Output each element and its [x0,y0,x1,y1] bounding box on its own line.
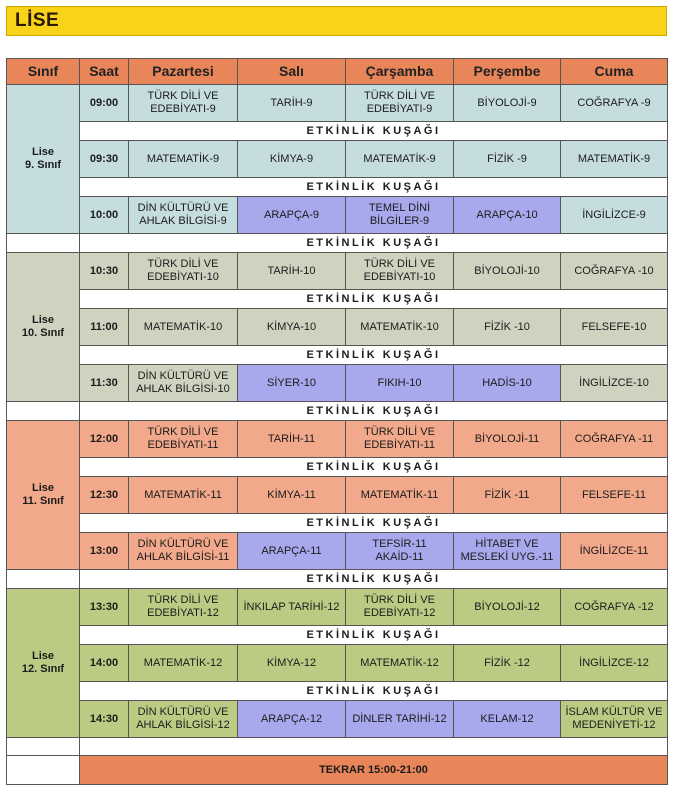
activity-break-label: ETKİNLİK KUŞAĞI [80,122,668,141]
lesson-cell: İSLAM KÜLTÜR VE MEDENİYETİ-12 [561,701,668,738]
time-cell: 10:30 [80,253,129,290]
lesson-cell: MATEMATİK-9 [346,141,454,178]
header-row [7,59,668,85]
lesson-cell: TÜRK DİLİ VE EDEBİYATI-12 [129,589,238,626]
lesson-cell: İNKILAP TARİHİ-12 [238,589,346,626]
activity-break-row [7,402,668,421]
lesson-cell: BİYOLOJİ-12 [454,589,561,626]
lesson-cell: FELSEFE-11 [561,477,668,514]
lesson-cell: COĞRAFYA -12 [561,589,668,626]
lesson-cell: İNGİLİZCE-12 [561,645,668,682]
activity-break-label: ETKİNLİK KUŞAĞI [80,514,668,533]
activity-break-row [7,458,668,477]
lesson-cell: TARİH-11 [238,421,346,458]
empty-cell [7,402,80,421]
schedule-row [7,421,668,458]
schedule-row [7,701,668,738]
lesson-cell: MATEMATİK-12 [346,645,454,682]
time-cell: 14:00 [80,645,129,682]
lesson-cell: FİZİK -10 [454,309,561,346]
schedule-row [7,197,668,234]
lesson-cell: HİTABET VE MESLEKİ UYG.-11 [454,533,561,570]
schedule-row [7,477,668,514]
lesson-cell: TEMEL DİNİ BİLGİLER-9 [346,197,454,234]
activity-break-label: ETKİNLİK KUŞAĞI [80,290,668,309]
header-pazartesi: Pazartesi [129,59,238,85]
lesson-cell: COĞRAFYA -9 [561,85,668,122]
spacer-row [7,738,668,756]
lesson-cell: MATEMATİK-12 [129,645,238,682]
class-group-label: Lise 10. Sınıf [7,253,80,402]
schedule-row [7,365,668,402]
lesson-cell: TÜRK DİLİ VE EDEBİYATI-10 [346,253,454,290]
time-cell: 13:00 [80,533,129,570]
activity-break-row [7,626,668,645]
empty-cell [80,738,668,756]
lesson-cell: TEFSİR-11 AKAİD-11 [346,533,454,570]
review-time-label: TEKRAR 15:00-21:00 [80,756,668,785]
lesson-cell: BİYOLOJİ-10 [454,253,561,290]
lesson-cell: FİZİK -12 [454,645,561,682]
class-group-label: Lise 12. Sınıf [7,589,80,738]
time-cell: 11:30 [80,365,129,402]
lesson-cell: TÜRK DİLİ VE EDEBİYATI-10 [129,253,238,290]
lesson-cell: KELAM-12 [454,701,561,738]
header-persembe: Perşembe [454,59,561,85]
schedule-row [7,533,668,570]
schedule-row [7,645,668,682]
page-title: LİSE [15,10,60,31]
lesson-cell: TARİH-9 [238,85,346,122]
activity-break-row [7,122,668,141]
time-cell: 13:30 [80,589,129,626]
lesson-cell: FİZİK -11 [454,477,561,514]
schedule-row [7,85,668,122]
time-cell: 12:00 [80,421,129,458]
time-cell: 14:30 [80,701,129,738]
lesson-cell: DİNLER TARİHİ-12 [346,701,454,738]
lesson-cell: TÜRK DİLİ VE EDEBİYATI-12 [346,589,454,626]
lesson-cell: DİN KÜLTÜRÜ VE AHLAK BİLGİSİ-9 [129,197,238,234]
lesson-cell: MATEMATİK-9 [561,141,668,178]
lesson-cell: MATEMATİK-9 [129,141,238,178]
lesson-cell: FİZİK -9 [454,141,561,178]
schedule-table [6,58,668,785]
header-carsamba: Çarşamba [346,59,454,85]
activity-break-label: ETKİNLİK KUŞAĞI [80,682,668,701]
empty-cell [7,234,80,253]
activity-break-label: ETKİNLİK KUŞAĞI [80,234,668,253]
lesson-cell: COĞRAFYA -11 [561,421,668,458]
header-sali: Salı [238,59,346,85]
empty-cell [7,756,80,785]
lesson-cell: İNGİLİZCE-10 [561,365,668,402]
empty-cell [7,738,80,756]
time-cell: 09:00 [80,85,129,122]
schedule-row [7,253,668,290]
lesson-cell: KİMYA-10 [238,309,346,346]
header-cuma: Cuma [561,59,668,85]
schedule-row [7,309,668,346]
activity-break-label: ETKİNLİK KUŞAĞI [80,178,668,197]
activity-break-row [7,290,668,309]
lesson-cell: KİMYA-11 [238,477,346,514]
lesson-cell: TÜRK DİLİ VE EDEBİYATI-9 [129,85,238,122]
header-saat: Saat [80,59,129,85]
activity-break-row [7,346,668,365]
activity-break-label: ETKİNLİK KUŞAĞI [80,346,668,365]
schedule-row [7,589,668,626]
lesson-cell: DİN KÜLTÜRÜ VE AHLAK BİLGİSİ-10 [129,365,238,402]
activity-break-row [7,682,668,701]
lesson-cell: TÜRK DİLİ VE EDEBİYATI-9 [346,85,454,122]
class-group-label: Lise 11. Sınıf [7,421,80,570]
time-cell: 09:30 [80,141,129,178]
lesson-cell: ARAPÇA-10 [454,197,561,234]
activity-break-row [7,234,668,253]
footer-row [7,756,668,785]
header-sinif: Sınıf [7,59,80,85]
lesson-cell: KİMYA-12 [238,645,346,682]
activity-break-row [7,178,668,197]
activity-break-label: ETKİNLİK KUŞAĞI [80,626,668,645]
lesson-cell: HADİS-10 [454,365,561,402]
lesson-cell: MATEMATİK-10 [129,309,238,346]
activity-break-row [7,514,668,533]
lesson-cell: ARAPÇA-12 [238,701,346,738]
lesson-cell: SİYER-10 [238,365,346,402]
lesson-cell: TÜRK DİLİ VE EDEBİYATI-11 [346,421,454,458]
lesson-cell: COĞRAFYA -10 [561,253,668,290]
schedule-body [7,85,668,785]
lesson-cell: BİYOLOJİ-11 [454,421,561,458]
activity-break-label: ETKİNLİK KUŞAĞI [80,570,668,589]
lesson-cell: TARİH-10 [238,253,346,290]
schedule-row [7,141,668,178]
activity-break-label: ETKİNLİK KUŞAĞI [80,402,668,421]
lesson-cell: BİYOLOJİ-9 [454,85,561,122]
lesson-cell: MATEMATİK-11 [129,477,238,514]
empty-cell [7,570,80,589]
lesson-cell: ARAPÇA-11 [238,533,346,570]
activity-break-row [7,570,668,589]
lesson-cell: MATEMATİK-11 [346,477,454,514]
schedule-header [7,59,668,85]
lesson-cell: ARAPÇA-9 [238,197,346,234]
time-cell: 11:00 [80,309,129,346]
activity-break-label: ETKİNLİK KUŞAĞI [80,458,668,477]
lesson-cell: FIKIH-10 [346,365,454,402]
time-cell: 12:30 [80,477,129,514]
lesson-cell: TÜRK DİLİ VE EDEBİYATI-11 [129,421,238,458]
lesson-cell: İNGİLİZCE-9 [561,197,668,234]
lesson-cell: DİN KÜLTÜRÜ VE AHLAK BİLGİSİ-11 [129,533,238,570]
time-cell: 10:00 [80,197,129,234]
page-title-bar [6,6,667,36]
lesson-cell: KİMYA-9 [238,141,346,178]
lesson-cell: İNGİLİZCE-11 [561,533,668,570]
lesson-cell: MATEMATİK-10 [346,309,454,346]
class-group-label: Lise 9. Sınıf [7,85,80,234]
lesson-cell: FELSEFE-10 [561,309,668,346]
lesson-cell: DİN KÜLTÜRÜ VE AHLAK BİLGİSİ-12 [129,701,238,738]
